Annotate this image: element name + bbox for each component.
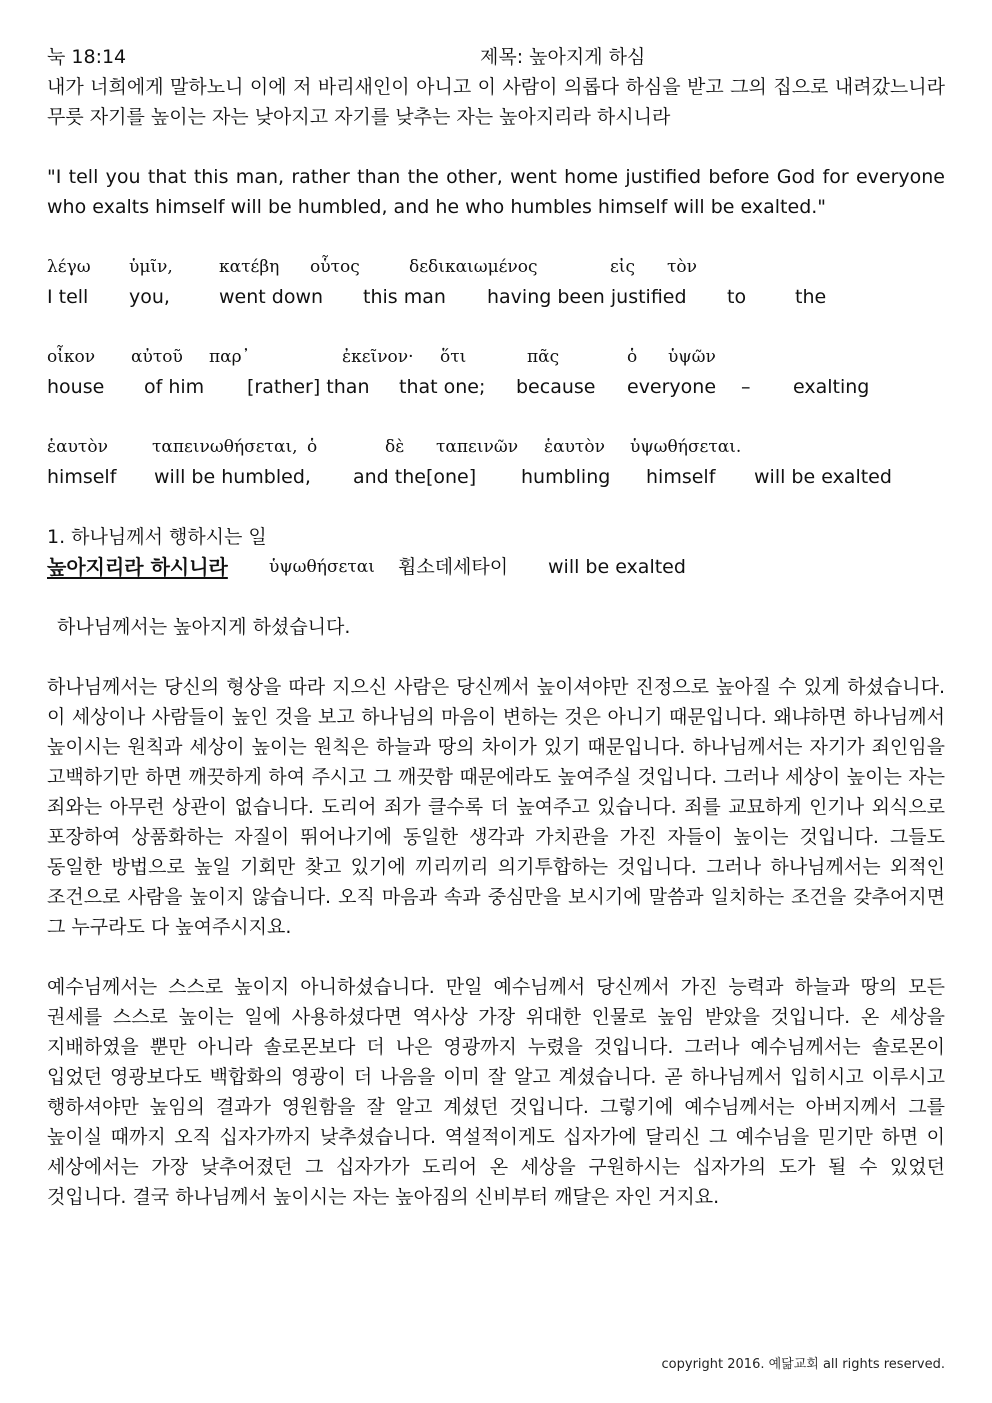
greek-word: παρ᾽ bbox=[209, 347, 251, 367]
gloss-word: because bbox=[516, 376, 596, 398]
section-heading: 1. 하나님께서 행하시는 일 bbox=[47, 526, 267, 548]
greek-word: τὸν bbox=[667, 257, 697, 277]
gloss-word: you, bbox=[129, 286, 170, 308]
interlinear-block-3 bbox=[47, 432, 945, 492]
greek-word: ἑαυτὸν bbox=[47, 437, 108, 457]
body-paragraph-1: 하나님께서는 당신의 형상을 따라 지으신 사람은 당신께서 높이셔야만 진정으로 높아질 수 있게 하셨습니다. 이 세상이나 사람들이 높인 것을 보고 하나님의 마음이 변하는 것은 아니기 때문입니다. 왜냐하면 하나님께서 높이시는 원칙과 세상이 높이는 원칙은 하늘과 땅의 차이가 있기 때문입니다. 하나님께서는 자기가 죄인임을 고백하기만 하면 깨끗하게 하여 주시고 그 깨끗함 때문에라도 높여주실 것입니다. 그러나 세상이 높이는 자는 죄와는 아무런 상관이 없습니다. 도리어 죄가 클수록 더 높여주고 있습니다. 죄를 교묘하게 인기나 외식으로 포장하여 상품화하는 자질이 뛰어나기에 동일한 생각과 가치관을 가진 자들이 높이는 것입니다. 그들도 동일한 방법으로 높일 기회만 찾고 있기에 끼리끼리 의기투합하는 것입니다. 그러나 하나님께서는 외적인 조건으로 사람을 높이지 않습니다. 오직 마음과 속과 중심만을 보시기에 말씀과 일치하는 조건을 갖추어지면 그 누구라도 다 높여주시지요. bbox=[47, 676, 945, 938]
greek-word: οὗτος bbox=[310, 257, 360, 277]
greek-word: δὲ bbox=[385, 437, 405, 457]
gloss-word: himself bbox=[646, 466, 716, 488]
korean-verse: 내가 너희에게 말하노니 이에 저 바리새인이 아니고 이 사람이 의롭다 하심을 받고 그의 집으로 내려갔느니라 무릇 자기를 높이는 자는 낮아지고 자기를 낮추는 자는 높아지리라 하시니라 bbox=[47, 76, 945, 128]
gloss-word: everyone bbox=[627, 376, 717, 398]
gloss-word: will be humbled, bbox=[154, 466, 311, 488]
gloss-word: will be exalted bbox=[754, 466, 892, 488]
greek-line bbox=[47, 342, 945, 372]
gloss-word: – bbox=[741, 376, 751, 398]
gloss-word: house bbox=[47, 376, 105, 398]
scripture-reference: 눅 18:14 bbox=[47, 46, 127, 68]
gloss-word: this man bbox=[363, 286, 446, 308]
greek-word: ὑψωθήσεται. bbox=[630, 437, 742, 457]
key-korean: 높아지리라 하시니라 bbox=[47, 555, 228, 579]
greek-word: αὐτοῦ bbox=[131, 347, 183, 367]
greek-word: ταπεινῶν bbox=[436, 437, 519, 457]
gloss-word: that one; bbox=[399, 376, 486, 398]
english-gloss-line bbox=[47, 462, 945, 492]
sermon-title: 제목: 높아지게 하심 bbox=[480, 46, 646, 68]
greek-word: ἐκεῖνον· bbox=[342, 347, 414, 367]
greek-word: οἶκον bbox=[47, 347, 96, 367]
greek-word: ὑψῶν bbox=[668, 347, 716, 367]
body-paragraph-2: 예수님께서는 스스로 높이지 아니하셨습니다. 만일 예수님께서 당신께서 가진 능력과 하늘과 땅의 모든 권세를 스스로 높이는 일에 사용하셨다면 역사상 가장 위대한 인물로 높임 받았을 것입니다. 온 세상을 지배하였을 뿐만 아니라 솔로몬보다 더 나은 영광까지 누렸을 것입니다. 그러나 예수님께서는 솔로몬이 입었던 영광보다도 백합화의 영광이 더 나음을 이미 잘 알고 계셨습니다. 곧 하나님께서 입히시고 이루시고 행하셔야만 높임의 결과가 영원함을 잘 알고 계셨던 것입니다. 그렇기에 예수님께서는 아버지께서 그를 높이실 때까지 오직 십자가까지 낮추셨습니다. 역설적이게도 십자가에 달리신 그 예수님을 믿기만 하면 이 세상에서는 가장 낮추어졌던 그 십자가가 도리어 온 세상을 구원하시는 십자가의 도가 될 수 있었던 것입니다. 결국 하나님께서 높이시는 자는 높아짐의 신비부터 깨달은 자인 거지요. bbox=[47, 976, 945, 1208]
greek-word: ὁ bbox=[307, 437, 318, 457]
gloss-word: of him bbox=[144, 376, 205, 398]
gloss-word: to bbox=[727, 286, 747, 308]
greek-line bbox=[47, 252, 945, 282]
greek-word: ὑμῖν, bbox=[129, 257, 173, 277]
interlinear-block-2 bbox=[47, 342, 945, 402]
key-transliteration: 휩소데세타이 bbox=[398, 556, 509, 578]
greek-word: λέγω bbox=[47, 257, 91, 277]
key-english: will be exalted bbox=[548, 556, 686, 578]
greek-word: ἑαυτὸν bbox=[544, 437, 605, 457]
interlinear-block-1 bbox=[47, 252, 945, 312]
gloss-word: went down bbox=[219, 286, 324, 308]
english-verse: "I tell you that this man, rather than the other, went home justified before God for everyone who exalts himself will be humbled, and he who humbles himself will be exalted." bbox=[47, 166, 945, 218]
document-page bbox=[47, 42, 945, 1212]
gloss-word: I tell bbox=[47, 286, 89, 308]
gloss-word: having been justified bbox=[487, 286, 687, 308]
key-word-line bbox=[47, 552, 945, 582]
greek-word: δεδικαιωμένος bbox=[409, 257, 538, 277]
gloss-word: himself bbox=[47, 466, 117, 488]
greek-word: ὁ bbox=[627, 347, 638, 367]
greek-word: ταπεινωθήσεται, bbox=[152, 437, 298, 457]
english-gloss-line bbox=[47, 282, 945, 312]
greek-word: ὅτι bbox=[440, 347, 467, 367]
greek-word: κατέβη bbox=[219, 257, 280, 277]
greek-word: πᾶς bbox=[527, 347, 560, 367]
greek-word: εἰς bbox=[610, 257, 635, 277]
key-greek: ὑψωθήσεται bbox=[269, 557, 375, 577]
gloss-word: [rather] than bbox=[247, 376, 370, 398]
greek-line bbox=[47, 432, 945, 462]
copyright-notice: copyright 2016. 예닮교회 all rights reserved. bbox=[661, 1357, 945, 1372]
gloss-word: humbling bbox=[521, 466, 611, 488]
english-gloss-line bbox=[47, 372, 945, 402]
gloss-word: exalting bbox=[793, 376, 870, 398]
document-header bbox=[47, 42, 945, 72]
gloss-word: and the[one] bbox=[353, 466, 477, 488]
section-intro: 하나님께서는 높아지게 하셨습니다. bbox=[57, 616, 351, 638]
gloss-word: the bbox=[795, 286, 827, 308]
